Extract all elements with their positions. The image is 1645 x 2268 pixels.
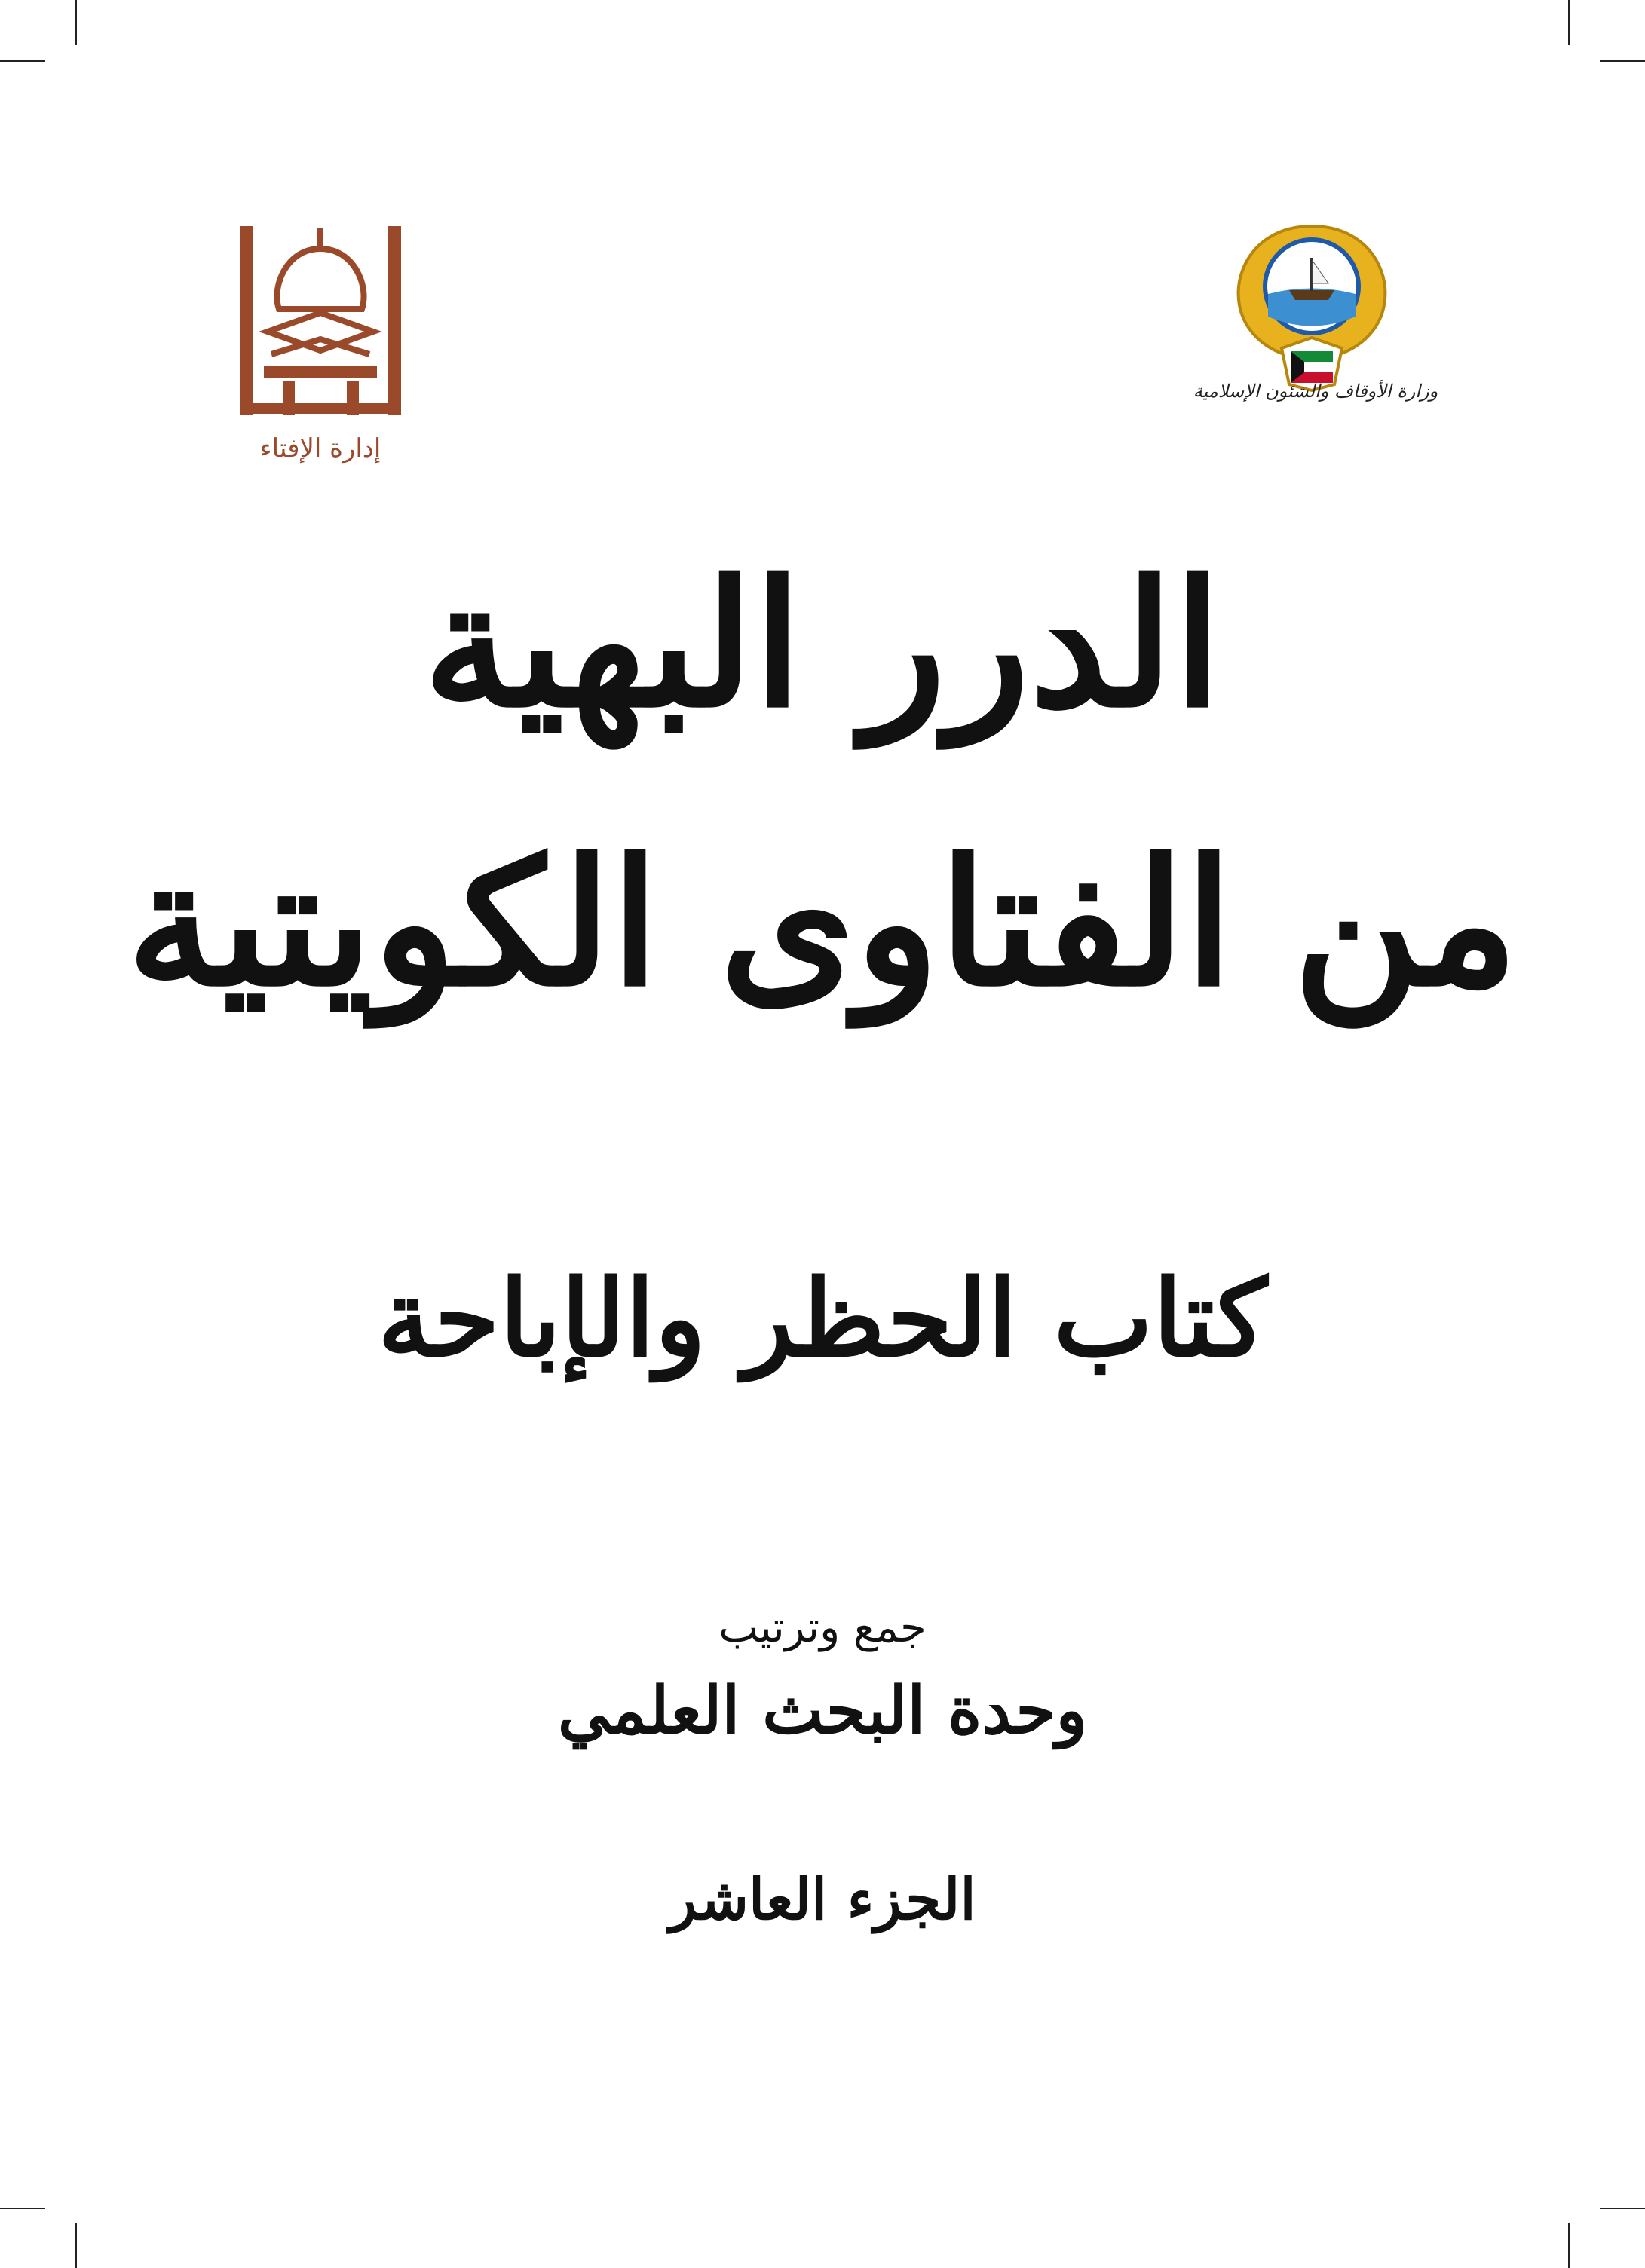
volume-label: الجزء العاشر xyxy=(669,1866,976,1933)
crop-mark xyxy=(0,60,45,62)
crop-mark xyxy=(0,2208,45,2209)
crop-mark xyxy=(1600,60,1645,62)
main-title-line-2: من الفتاوى الكويتية xyxy=(127,822,1518,1025)
ministry-emblem xyxy=(1199,211,1425,460)
crop-mark xyxy=(1600,2208,1645,2209)
book-title: كتاب الحظر والإباحة xyxy=(378,1257,1267,1381)
compiler-name: وحدة البحث العلمي xyxy=(557,1673,1088,1749)
crop-mark xyxy=(75,2223,77,2268)
crop-mark xyxy=(1568,0,1570,45)
crop-mark xyxy=(75,0,77,45)
crop-mark xyxy=(1568,2223,1570,2268)
kuwait-emblem-icon xyxy=(1199,211,1425,392)
main-title-line-1: الدرر البهية xyxy=(423,543,1222,746)
ifta-logo-caption: إدارة الإفتاء xyxy=(259,433,381,464)
ministry-name-caption: وزارة الأوقاف والشئون الإسلامية xyxy=(1193,381,1438,402)
mosque-book-icon xyxy=(226,219,415,437)
compiled-by-label: جمع وترتيب xyxy=(718,1603,927,1652)
